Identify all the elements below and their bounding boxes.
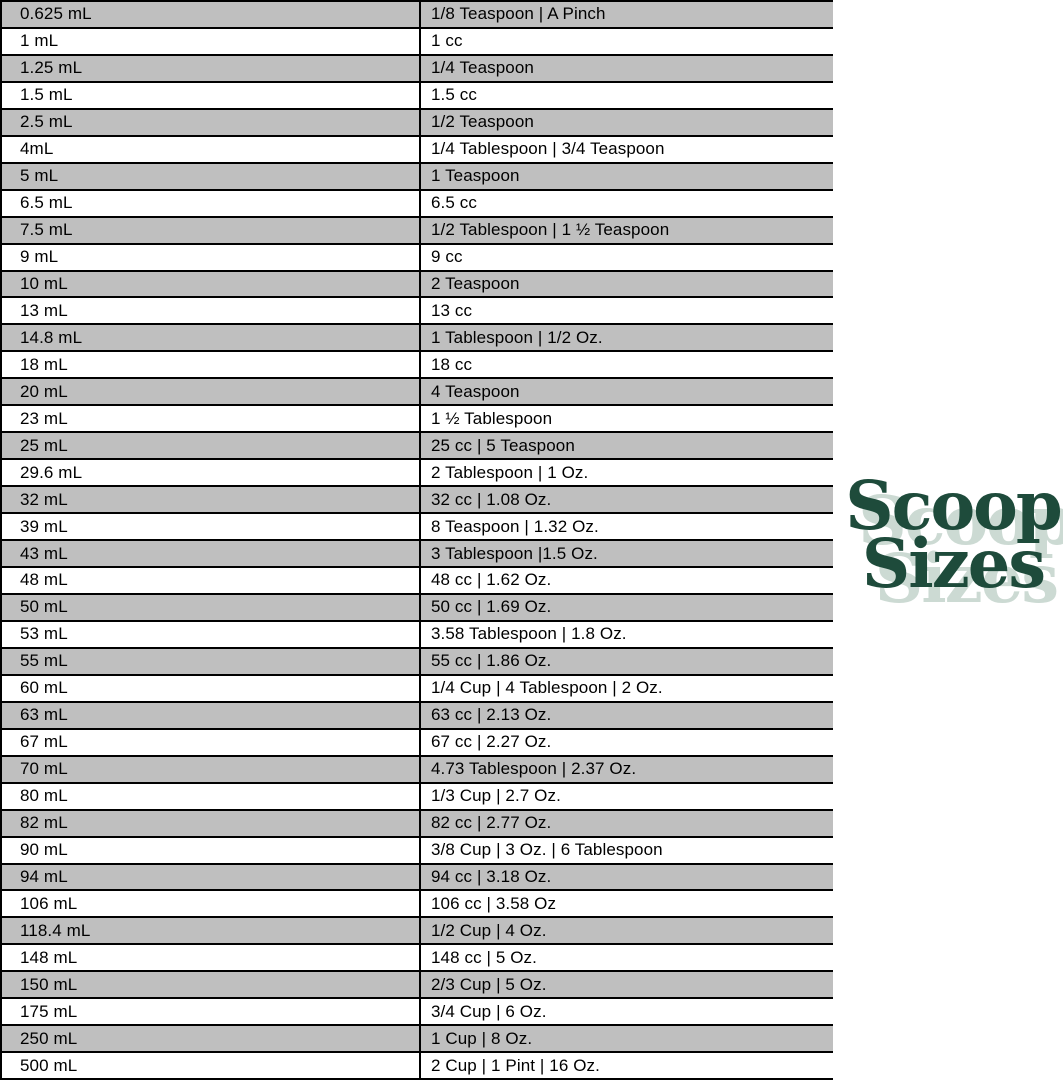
equivalent-cell: 2 Cup | 1 Pint | 16 Oz.	[419, 1053, 833, 1078]
ml-cell: 82 mL	[20, 813, 68, 833]
table-row	[2, 730, 833, 757]
equivalent-cell: 1 ½ Tablespoon	[419, 406, 833, 431]
table-row	[2, 784, 833, 811]
equivalent-cell: 1/4 Cup | 4 Tablespoon | 2 Oz.	[419, 676, 833, 701]
table-row	[2, 865, 833, 892]
table-row	[2, 541, 833, 568]
ml-cell: 9 mL	[20, 247, 59, 267]
table-row	[2, 838, 833, 865]
equivalent-cell: 3/8 Cup | 3 Oz. | 6 Tablespoon	[419, 838, 833, 863]
equivalent-cell: 13 cc	[419, 298, 833, 323]
equivalent-cell: 82 cc | 2.77 Oz.	[419, 811, 833, 836]
equivalent-cell: 2 Teaspoon	[419, 272, 833, 297]
ml-cell: 67 mL	[20, 732, 68, 752]
equivalent-cell: 3 Tablespoon |1.5 Oz.	[419, 541, 833, 566]
table-row	[2, 298, 833, 325]
ml-cell: 10 mL	[20, 274, 68, 293]
ml-cell: 1.5 mL	[20, 85, 73, 105]
table-row	[2, 891, 833, 918]
logo-line-1: Scoop	[845, 466, 1061, 545]
equivalent-cell: 1 Cup | 8 Oz.	[419, 1026, 833, 1051]
ml-cell: 175 mL	[20, 1001, 78, 1021]
table-row	[2, 703, 833, 730]
ml-cell: 29.6 mL	[20, 462, 83, 482]
equivalent-cell: 9 cc	[419, 245, 833, 270]
scoop-sizes-logo	[843, 466, 1063, 603]
table-row	[2, 460, 833, 487]
table-row	[2, 164, 833, 191]
ml-cell: 500 mL	[20, 1055, 78, 1075]
ml-cell: 70 mL	[20, 759, 68, 779]
table-row	[2, 1026, 833, 1053]
table-row	[2, 325, 833, 352]
ml-cell: 23 mL	[20, 408, 68, 428]
equivalent-cell: 1/2 Tablespoon | 1 ½ Teaspoon	[419, 218, 833, 243]
table-row	[2, 218, 833, 245]
equivalent-cell: 50 cc | 1.69 Oz.	[419, 595, 833, 620]
table-row	[2, 191, 833, 218]
table-row	[2, 433, 833, 460]
equivalent-cell: 1 cc	[419, 29, 833, 54]
equivalent-cell: 48 cc | 1.62 Oz.	[419, 568, 833, 593]
table-row	[2, 595, 833, 622]
equivalent-cell: 4 Teaspoon	[419, 379, 833, 404]
ml-cell: 25 mL	[20, 435, 68, 455]
equivalent-cell: 1.5 cc	[419, 83, 833, 108]
table-row	[2, 649, 833, 676]
table-row	[2, 972, 833, 999]
ml-cell: 63 mL	[20, 705, 68, 725]
ml-cell: 6.5 mL	[20, 193, 73, 213]
equivalent-cell: 8 Teaspoon | 1.32 Oz.	[419, 514, 833, 539]
equivalent-cell: 1/4 Teaspoon	[419, 56, 833, 81]
table-row	[2, 56, 833, 83]
table-row	[2, 811, 833, 838]
equivalent-cell: 32 cc | 1.08 Oz.	[419, 487, 833, 512]
ml-cell: 13 mL	[20, 300, 68, 320]
ml-cell: 80 mL	[20, 786, 68, 806]
table-row	[2, 352, 833, 379]
ml-cell: 148 mL	[20, 947, 78, 967]
ml-cell: 5 mL	[20, 166, 59, 186]
equivalent-cell: 3/4 Cup | 6 Oz.	[419, 999, 833, 1024]
ml-cell: 39 mL	[20, 516, 68, 536]
ml-cell: 7.5 mL	[20, 220, 73, 240]
equivalent-cell: 1/2 Teaspoon	[419, 110, 833, 135]
equivalent-cell: 2 Tablespoon | 1 Oz.	[419, 460, 833, 485]
table-row	[2, 245, 833, 272]
ml-cell: 90 mL	[20, 840, 68, 860]
ml-cell: 48 mL	[20, 570, 68, 590]
table-row	[2, 83, 833, 110]
logo-line-2: Sizes	[861, 524, 1045, 603]
ml-cell: 43 mL	[20, 543, 68, 563]
table-row	[2, 514, 833, 541]
ml-cell: 50 mL	[20, 597, 68, 617]
ml-cell: 18 mL	[20, 354, 68, 374]
equivalent-cell: 148 cc | 5 Oz.	[419, 945, 833, 970]
equivalent-cell: 4.73 Tablespoon | 2.37 Oz.	[419, 757, 833, 782]
ml-cell: 32 mL	[20, 489, 68, 509]
ml-cell: 0.625 mL	[20, 4, 92, 24]
equivalent-cell: 1/3 Cup | 2.7 Oz.	[419, 784, 833, 809]
ml-cell: 1.25 mL	[20, 58, 83, 78]
ml-cell: 106 mL	[20, 893, 78, 913]
ml-cell: 250 mL	[20, 1028, 78, 1048]
ml-cell: 60 mL	[20, 678, 68, 698]
equivalent-cell: 18 cc	[419, 352, 833, 377]
table-row	[2, 999, 833, 1026]
ml-cell: 1 mL	[20, 31, 59, 51]
table-row	[2, 272, 833, 299]
table-row	[2, 487, 833, 514]
table-row	[2, 568, 833, 595]
ml-cell: 118.4 mL	[20, 920, 91, 940]
table-row	[2, 137, 833, 164]
equivalent-cell: 2/3 Cup | 5 Oz.	[419, 972, 833, 997]
table-row	[2, 406, 833, 433]
equivalent-cell: 6.5 cc	[419, 191, 833, 216]
table-row	[2, 757, 833, 784]
equivalent-cell: 1 Tablespoon | 1/2 Oz.	[419, 325, 833, 350]
table-row	[2, 1053, 833, 1080]
equivalent-cell: 25 cc | 5 Teaspoon	[419, 433, 833, 458]
equivalent-cell: 67 cc | 2.27 Oz.	[419, 730, 833, 755]
equivalent-cell: 55 cc | 1.86 Oz.	[419, 649, 833, 674]
table-row	[2, 676, 833, 703]
ml-cell: 94 mL	[20, 866, 68, 886]
ml-cell: 4mL	[20, 139, 54, 159]
table-row	[2, 918, 833, 945]
equivalent-cell: 1/2 Cup | 4 Oz.	[419, 918, 833, 943]
table-row	[2, 110, 833, 137]
ml-cell: 14.8 mL	[20, 327, 83, 347]
ml-cell: 2.5 mL	[20, 112, 73, 132]
ml-cell: 55 mL	[20, 651, 68, 671]
equivalent-cell: 1 Teaspoon	[419, 164, 833, 189]
table-row	[2, 2, 833, 29]
ml-cell: 53 mL	[20, 624, 68, 644]
equivalent-cell: 106 cc | 3.58 Oz	[419, 891, 833, 916]
equivalent-cell: 1/8 Teaspoon | A Pinch	[419, 2, 833, 27]
equivalent-cell: 94 cc | 3.18 Oz.	[419, 865, 833, 890]
equivalent-cell: 1/4 Tablespoon | 3/4 Teaspoon	[419, 137, 833, 162]
equivalent-cell: 3.58 Tablespoon | 1.8 Oz.	[419, 622, 833, 647]
table-row	[2, 29, 833, 56]
table-row	[2, 379, 833, 406]
equivalent-cell: 63 cc | 2.13 Oz.	[419, 703, 833, 728]
ml-cell: 20 mL	[20, 381, 68, 401]
table-row	[2, 622, 833, 649]
table-row	[2, 945, 833, 972]
ml-cell: 150 mL	[20, 974, 78, 994]
